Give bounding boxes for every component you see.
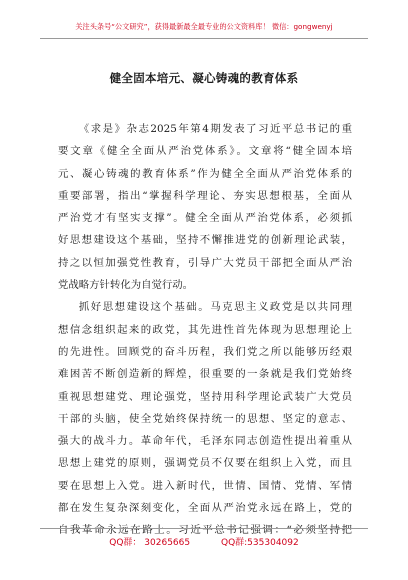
body-line: 重视思想建党、理论强党，坚持用科学理论武装广大党员 bbox=[58, 390, 352, 403]
body-line: 抓好思想建设这个基础。马克思主义政党是以共同理 bbox=[78, 301, 352, 314]
paragraph-2 bbox=[58, 296, 352, 541]
body-line: 好思想建设这个基础，坚持不懈推进党的创新理论武装， bbox=[58, 234, 352, 247]
footer-qq-group-1: QQ群： 30265665 bbox=[109, 538, 191, 548]
body-line: 要在思想上入党。进入新时代，世情、国情、党情、军情 bbox=[58, 479, 352, 492]
paragraph-1 bbox=[58, 118, 352, 296]
body-line: 的先进性。回顾党的奋斗历程，我们党之所以能够历经艰 bbox=[58, 345, 352, 358]
body-line: 都在发生复杂深刻变化，全面从严治党永远在路上，党的 bbox=[58, 502, 352, 515]
body-line: 自我革命永远在路上。习近平总书记强调：“必须坚持把 bbox=[58, 524, 352, 537]
body-line: 强大的战斗力。革命年代，毛泽东同志创造性提出着重从 bbox=[58, 435, 352, 448]
body-line: 干部的头脑，使全党始终保持统一的思想、坚定的意志、 bbox=[58, 412, 352, 425]
header-banner: 关注头条号“公文研究”，获得最新最全最专业的公文资料库！ 微信：gongwenyj bbox=[75, 22, 333, 31]
body-line: 《求是》杂志2025年第4期发表了习近平总书记的重 bbox=[78, 123, 352, 135]
body-line: 想信念组织起来的政党，其先进性首先体现为思想理论上 bbox=[58, 323, 352, 336]
body-line: 思想上建党的原则，强调党员不仅要在组织上入党，而且 bbox=[58, 457, 352, 470]
body-line: 严治党才有坚实支撑”。健全全面从严治党体系，必须抓 bbox=[58, 212, 352, 225]
body-line: 难困苦不断创造新的辉煌，很重要的一条就是我们党始终 bbox=[58, 368, 352, 381]
body-line: 元、凝心铸魂的教育体系”作为健全全面从严治党体系的 bbox=[58, 167, 352, 180]
header-divider bbox=[40, 38, 368, 39]
footer-qq-group-2: QQ群:535304092 bbox=[220, 538, 299, 548]
footer-divider bbox=[40, 528, 368, 529]
document-title: 健全固本培元、凝心铸魂的教育体系 bbox=[109, 71, 299, 85]
body-line: 重要部署，指出“掌握科学理论、夯实思想根基，全面从 bbox=[58, 189, 352, 202]
body-line: 持之以恒加强党性教育，引导广大党员干部把全面从严治 bbox=[58, 256, 352, 269]
footer bbox=[0, 535, 408, 548]
body-line: 党战略方针转化为自觉行动。 bbox=[58, 279, 194, 292]
body-line: 要文章《健全全面从严治党体系》。文章将“健全固本培 bbox=[58, 145, 352, 158]
document-body bbox=[58, 118, 352, 542]
